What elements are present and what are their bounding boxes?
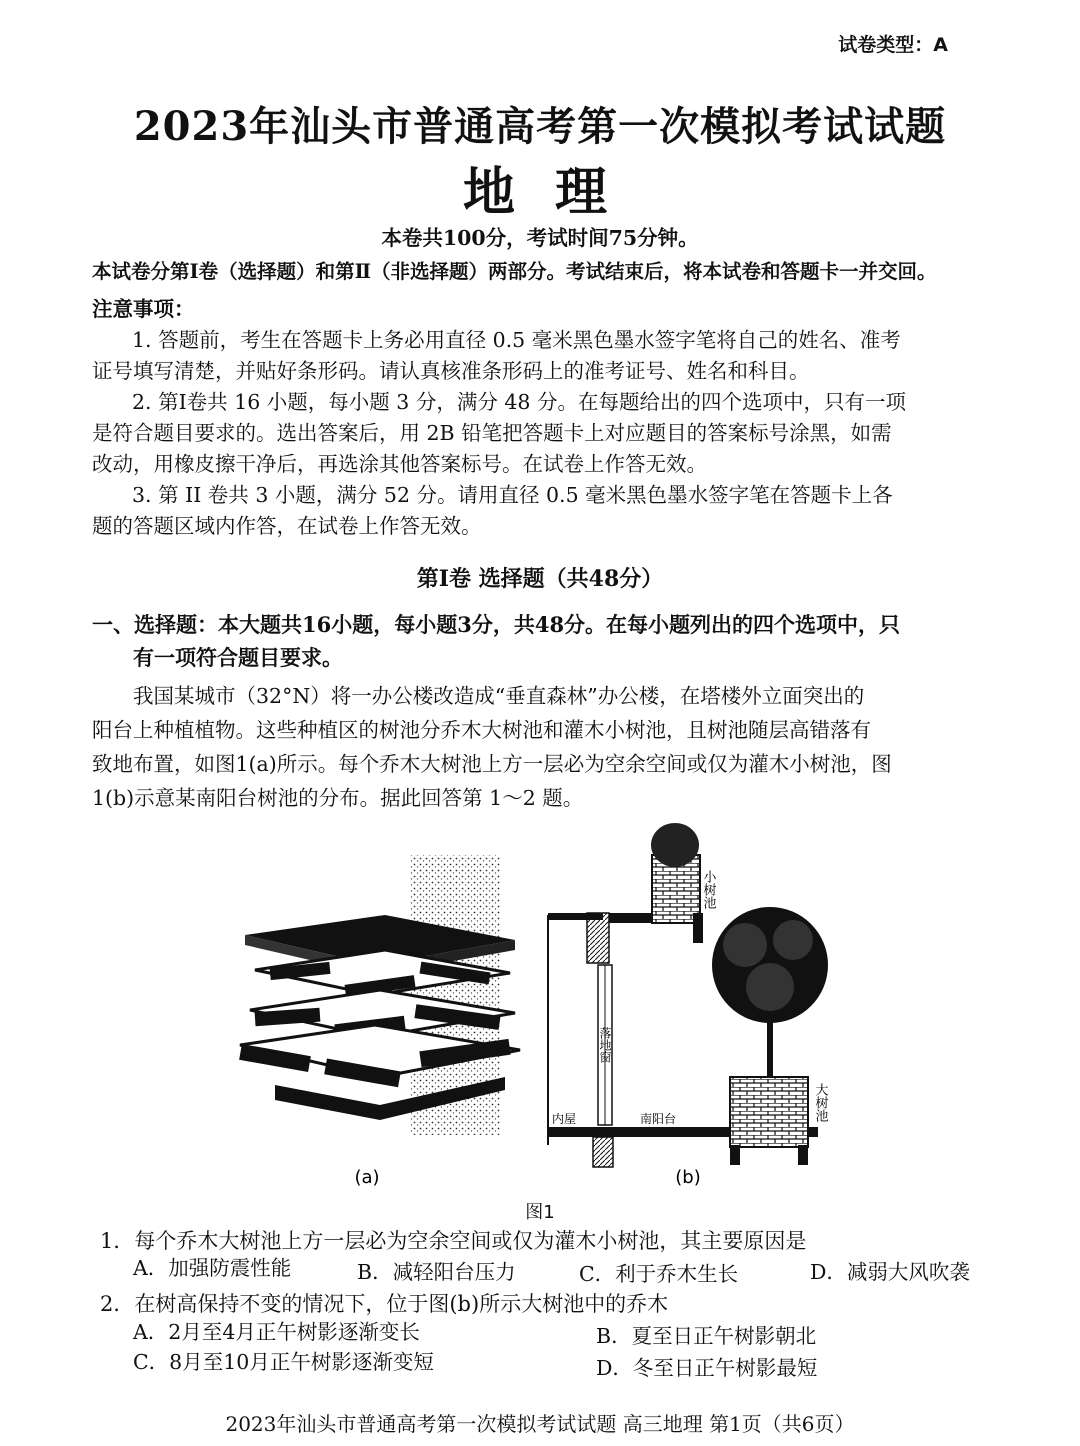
notice-line: 1. 答题前，考生在答题卡上务必用直径 0.5 毫米黑色墨水签字笔将自己的姓名、准考 bbox=[132, 328, 901, 352]
section-instruction: 有一项符合题目要求。 bbox=[133, 645, 343, 670]
structure-line: 本试卷分第Ⅰ卷（选择题）和第Ⅱ（非选择题）两部分。考试结束后，将本试卷和答题卡一并交回。 bbox=[92, 260, 937, 283]
score-time-line: 本卷共100分，考试时间75分钟。 bbox=[381, 226, 699, 250]
caption-b: (b) bbox=[675, 1167, 701, 1188]
page-footer: 2023年汕头市普通高考第一次模拟考试试题 高三地理 第1页（共6页） bbox=[225, 1412, 855, 1436]
figure-caption: 图1 bbox=[525, 1202, 555, 1223]
question-1-option-b: B．减轻阳台压力 bbox=[357, 1260, 516, 1284]
figure-1-drawing bbox=[215, 815, 855, 1205]
balcony-section bbox=[548, 823, 828, 1167]
notice-title: 注意事项： bbox=[92, 297, 195, 321]
notice-line: 改动，用橡皮擦干净后，再选涂其他答案标号。在试卷上作答无效。 bbox=[92, 452, 707, 476]
question-2-option-d: D．冬至日正午树影最短 bbox=[596, 1356, 818, 1380]
notice-line: 证号填写清楚，并贴好条形码。请认真核准条形码上的准考证号、姓名和科目。 bbox=[92, 359, 810, 383]
passage-line: 阳台上种植植物。这些种植区的树池分乔木大树池和灌木小树池，且树池随层高错落有 bbox=[92, 718, 871, 742]
passage-line: 1(b)示意某南阳台树池的分布。据此回答第 1～2 题。 bbox=[92, 786, 584, 810]
notice-line: 题的答题区域内作答，在试卷上作答无效。 bbox=[92, 514, 482, 538]
notice-line: 3. 第 II 卷共 3 小题，满分 52 分。请用直径 0.5 毫米黑色墨水签字笔在答题卡上各 bbox=[132, 483, 893, 507]
subject-title: 地理 bbox=[462, 162, 647, 223]
notice-line: 是符合题目要求的。选出答案后，用 2B 铅笔把答题卡上对应题目的答案标号涂黑，如需 bbox=[92, 421, 892, 445]
question-2-option-b: B．夏至日正午树影朝北 bbox=[596, 1324, 817, 1348]
label-indoor: 内屋 bbox=[552, 1112, 577, 1126]
caption-a: (a) bbox=[354, 1167, 380, 1188]
label-small-pool: 小树池 bbox=[700, 870, 716, 909]
question-1-stem: 1．每个乔木大树池上方一层必为空余空间或仅为灌木小树池，其主要原因是 bbox=[100, 1229, 807, 1253]
question-2-option-a: A．2月至4月正午树影逐渐变长 bbox=[133, 1320, 420, 1344]
question-2-option-c: C．8月至10月正午树影逐渐变短 bbox=[133, 1350, 434, 1374]
figure-1 bbox=[215, 815, 855, 1205]
question-1-option-d: D．减弱大风吹袭 bbox=[810, 1260, 970, 1284]
label-big-pool: 大树池 bbox=[812, 1083, 828, 1122]
paper-type-label: 试卷类型：A bbox=[838, 34, 948, 56]
label-south-balcony: 南阳台 bbox=[640, 1112, 677, 1126]
passage-line: 我国某城市（32°N）将一办公楼改造成“垂直森林”办公楼，在塔楼外立面突出的 bbox=[133, 684, 865, 708]
vertical-forest-building bbox=[239, 855, 520, 1135]
label-glass-wall: 落地窗 bbox=[598, 1027, 612, 1063]
notice-line: 2. 第Ⅰ卷共 16 小题，每小题 3 分，满分 48 分。在每题给出的四个选项中，只有一项 bbox=[132, 390, 906, 414]
question-1-option-c: C．利于乔木生长 bbox=[579, 1262, 739, 1286]
section-title: 第Ⅰ卷 选择题（共48分） bbox=[416, 566, 664, 592]
exam-title: 2023年汕头市普通高考第一次模拟考试试题 bbox=[133, 103, 947, 150]
passage-line: 致地布置，如图1(a)所示。每个乔木大树池上方一层必为空余空间或仅为灌木小树池，图 bbox=[92, 752, 892, 776]
question-2-stem: 2．在树高保持不变的情况下，位于图(b)所示大树池中的乔木 bbox=[100, 1292, 669, 1316]
section-instruction: 一、选择题：本大题共16小题，每小题3分，共48分。在每小题列出的四个选项中，只 bbox=[92, 612, 901, 637]
question-1-option-a: A．加强防震性能 bbox=[133, 1256, 292, 1280]
